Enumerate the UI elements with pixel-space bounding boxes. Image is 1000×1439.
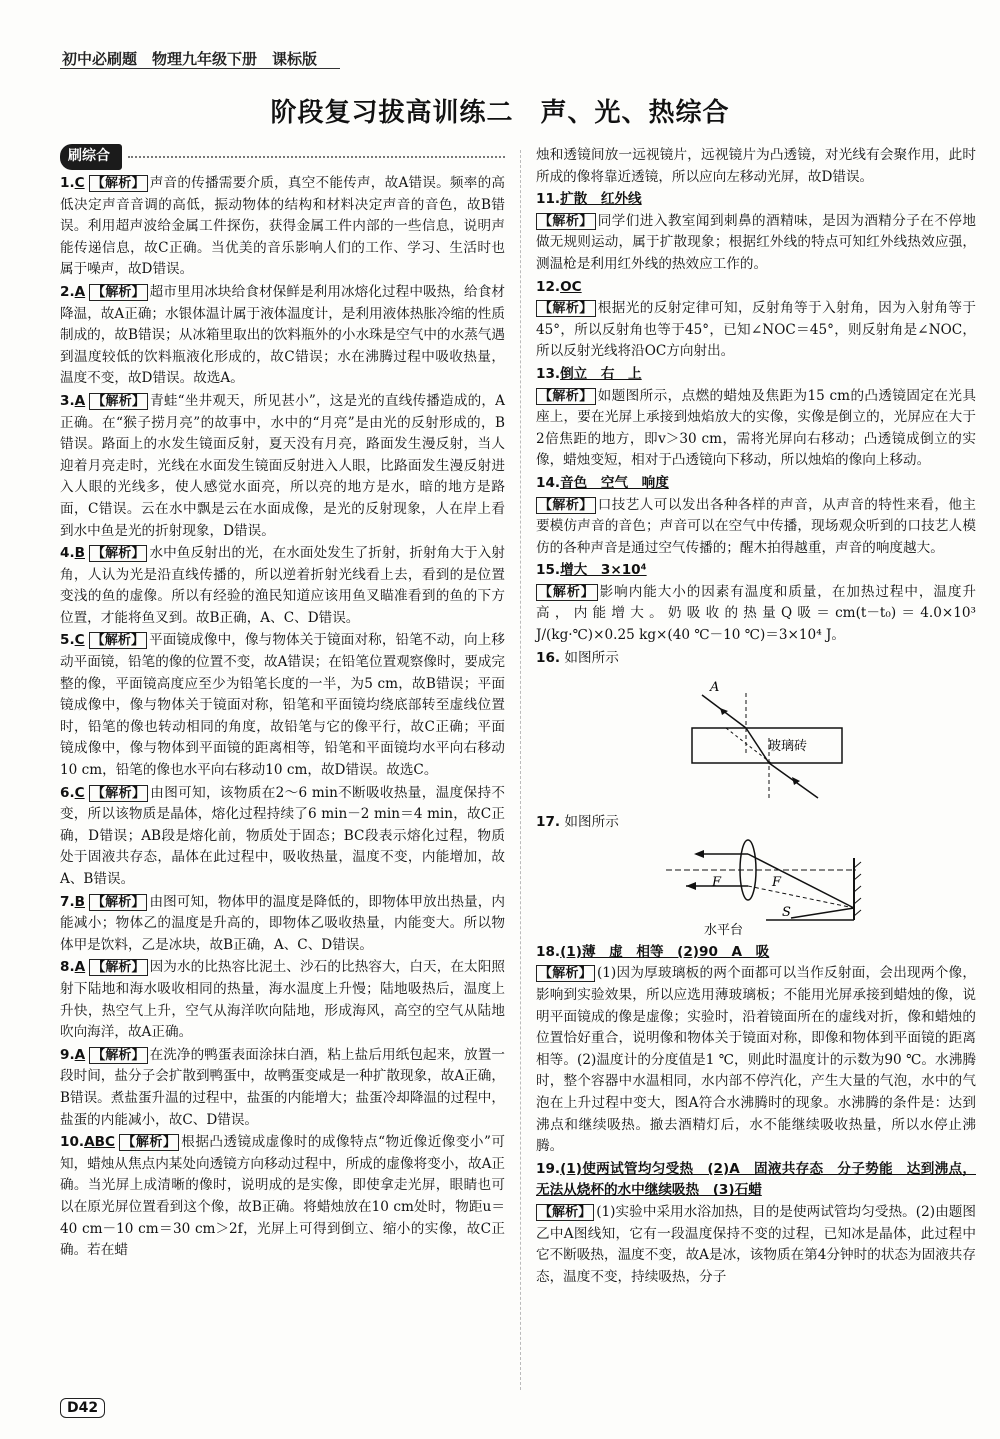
answer-choice: A [74,1046,86,1063]
analysis-tag: 【解析】 [536,497,596,514]
answer-number: 16. [536,649,561,666]
right-column [536,145,976,1289]
analysis-tag: 【解析】 [89,785,149,802]
analysis-text: 由图可知，该物质在2～6 min不断吸收热量，温度保持不变，所以该物质是晶体，熔化过程持续了6 min－2 min＝4 min，故C正确，D错误；AB段是熔化前，物质处于固态；BC段表示熔化过程，物质处于固液共存态，晶体在此过程中，吸收热量，温度不变，内能增加，故A、B错误。 [60,784,505,887]
answer-number: 1. [60,175,75,191]
answer-number: 18. [536,943,561,960]
analysis-tag: 【解析】 [536,388,596,405]
answer-number: 12. [536,278,561,295]
answer-choice: (1)薄 虚 相等 (2)90 A 吸 [560,943,770,960]
answer-text: 如图所示 [564,814,619,831]
answer-choice: A [74,392,86,409]
answer-number: 10. [60,1134,85,1151]
analysis-text: 根据光的反射定律可知，反射角等于入射角，因为入射角等于45°，所以反射角也等于45°，已知∠NOC＝45°，则反射角是∠NOC，所以反射光线将沿OC方向射出。 [536,300,976,360]
answer-number: 2. [60,283,75,300]
answer-item [60,892,505,957]
analysis-tag: 【解析】 [536,213,596,230]
analysis-tag: 【解析】 [89,632,148,649]
answer-choice: C [74,632,85,649]
column-divider [520,150,521,1390]
answer-choice: OC [560,278,582,295]
answer-choice: 扩散 红外线 [560,191,642,208]
label-f-right: F [772,874,782,890]
answer-choice: B [74,893,85,910]
answer-item [536,364,976,472]
answer-choice: A [74,959,86,976]
label-f-left: F [712,874,722,890]
answer-choice: 音色 空气 响度 [560,474,669,491]
analysis-text: 由图可知，物体甲的温度是降低的，即物体甲放出热量，内能减小；物体乙的温度是升高的，即物体乙吸收热量，内能变大。所以物体甲是饮料，乙是冰块，故B正确，A、C、D错误。 [60,893,505,953]
left-answer-list [60,173,505,1262]
analysis-text: 水中鱼反射出的光，在水面处发生了折射，折射角大于入射角，人认为光是沿直线传播的，所以逆着折射光线看上去，看到的是位置变浅的鱼的虚像。所以有经验的渔民知道应该用鱼叉瞄准看到的鱼的下方位置，才能将鱼叉到。故B正确，A、C、D错误。 [60,545,505,626]
answer-number: 13. [536,365,561,382]
answer-text: 如图所示 [564,649,619,666]
answer-number: 14. [536,474,561,491]
figure-glass-block [536,673,976,808]
analysis-text: (1)因为厚玻璃板的两个面都可以当作反射面，会出现两个像，影响到实验效果，所以应选用薄玻璃板；不能用光屏承接到蜡烛的像，说明平面镜成的像是虚像；实验时，沿着镜面所在的虚线对折，像和蜡烛的位置恰好重合，说明像和物体关于镜面对称，即像和物体到平面镜的距离相等。(2)温度计的分度值是1 ℃，则此时温度计的示数为90 ℃。水沸腾时，整个容器中水温相同，水内部不停汽化，产生大量的气泡，水中的气泡在上升过程中变大，图A符合水沸腾时的现象。水沸腾的条件是：达到沸点和继续吸热。撤去酒精灯后，水不能继续吸收热量，所以水停止沸腾。 [536,965,976,1155]
analysis-tag: 【解析】 [89,894,147,911]
answer-item [536,277,976,363]
analysis-text: 因为水的比热容比泥土、沙石的比热容大，白天，在太阳照射下陆地和海水吸收相同的热量，海水温度上升慢；陆地吸热后，温度上升快，热空气上升，空气从海洋吹向陆地，形成海风，高空的空气从陆地吹向海洋，故A正确。 [60,959,505,1041]
answer-number: 19. [536,1160,561,1177]
analysis-tag: 【解析】 [89,959,147,976]
answer-item [536,473,976,559]
answer-16 [536,648,976,809]
answer-item [536,189,976,275]
analysis-tag: 【解析】 [119,1134,179,1151]
section-dotted-rule [128,156,505,158]
answer-choice: C [74,784,85,801]
answer-choice: ABC [84,1134,115,1151]
analysis-text: 如题图所示，点燃的蜡烛及焦距为15 cm的凸透镜固定在光具座上，要在光屏上承接到烛焰放大的实像，实像是倒立的，光屏应在大于2倍焦距的地方，即v＞30 cm，需将光屏向右移动；凸透镜成倒立的实像，蜡烛变短，相对于凸透镜向下移动，所以烛焰的像向上移动。 [536,387,976,469]
answer-item [60,543,505,629]
answer-choice: A [74,283,86,300]
analysis-text: 根据凸透镜成虚像时的成像特点“物近像近像变小”可知，蜡烛从焦点内某处向透镜方向移动过程中，所成的虚像将变小，故A正确。当光屏上成清晰的像时，说明成的是实像，即使拿走光屏，眼睛也可以在原光屏位置看到这个像，故B正确。将蜡烛放在10 cm处时，物距u＝40 cm－10 cm＝30 cm＞2f，光屏上可得到倒立、缩小的实像，故C正确。若在蜡 [60,1134,505,1259]
label-table: 水平台 [704,922,744,938]
answer-choice: (1)使两试管均匀受热 (2)A 固液共存态 分子势能 达到沸点，无法从烧杯的水中继续吸热 (3)石蜡 [536,1160,976,1199]
answer-item [60,282,505,390]
answer-number: 7. [60,893,75,910]
answer-number: 6. [60,784,75,801]
analysis-text: 超市里用冰块给食材保鲜是利用冰熔化过程中吸热，给食材降温，故A正确；水银体温计属于液体温度计，是利用液体热胀冷缩的性质制成的，故B错误；从冰箱里取出的饮料瓶外的小水珠是空气中的水蒸气遇到温度较低的饮料瓶液化形成的，故C错误；水在沸腾过程中吸收热量，温度不变，故D错误。故选A。 [60,283,505,387]
analysis-tag: 【解析】 [536,1204,594,1221]
answer-item [536,560,976,646]
answer-number: 17. [536,814,561,831]
section-badge: 刷综合 [60,144,122,170]
analysis-text: 声音的传播需要介质，真空不能传声，故A错误。频率的高低决定声音音调的高低，振动物体的结构和材料决定声音的音色，故B错误。利用超声波给金属工件探伤，获得金属工件内部的一些信息，说明声能传递信息，故C正确。当优美的音乐影响人们的工作、学习、生活时也属于噪声，故D错误。 [60,175,505,278]
analysis-text: 口技艺人可以发出各种各样的声音，从声音的特性来看，他主要模仿声音的音色；声音可以在空气中传播，现场观众听到的口技艺人模仿的各种声音是通过空气传播的；醒木拍得越重，声音的响度越大。 [536,496,976,556]
analysis-text: 平面镜成像中，像与物体关于镜面对称，铅笔不动，向上移动平面镜，铅笔的像的位置不变，故A错误；在铅笔位置观察像时，要成完整的像，平面镜高度应至少为铅笔长度的一半，为5 cm，故B错误；平面镜成像中，像与物体关于镜面对称，铅笔和平面镜均绕底部转至虚线位置时，铅笔的像也转动相同的角度，故铅笔与它的像平行，故C正确；平面镜成像中，像与物体到平面镜的距离相等，铅笔和平面镜均水平向右移动10 cm，铅笔的像也水平向右移动10 cm，故D错误。故选C。 [60,632,505,779]
analysis-tag: 【解析】 [89,175,148,192]
analysis-tag: 【解析】 [89,1047,147,1064]
answer-item [536,1159,976,1289]
right-answer-list-2 [536,942,976,1289]
analysis-text: 同学们进入教室闻到刺鼻的酒精味，是因为酒精分子在不停地做无规则运动，属于扩散现象；根据红外线的特点可知红外线热效应强，测温枪是利用红外线的热效应工作的。 [536,212,976,272]
page-title: 阶段复习拔高训练二 声、光、热综合 [270,98,730,128]
analysis-text: (1)实验中采用水浴加热，目的是使两试管均匀受热。(2)由题图乙中A图线知，它有一段温度保持不变的过程，已知冰是晶体，此过程中它不断吸热，温度不变，故A是冰，该物质在第4分钟时的状态为固液共存态，温度不变，持续吸热，分子 [536,1203,976,1285]
answer-number: 11. [536,191,561,208]
analysis-tag: 【解析】 [536,584,598,601]
answer-number: 9. [60,1046,75,1063]
analysis-tag: 【解析】 [89,393,148,410]
label-glass: 玻璃砖 [768,739,808,755]
running-header: 初中必刷题 物理九年级下册 课标版 [62,50,318,68]
page-number: D42 [60,1398,105,1418]
header-rule [60,68,340,69]
analysis-text: 在洗净的鸭蛋表面涂抹白酒，粘上盐后用纸包起来，放置一段时间，盐分子会扩散到鸭蛋中，故鸭蛋变咸是一种扩散现象，故A正确，B错误。煮盐蛋升温的过程中，盐蛋的内能增大；盐蛋冷却降温的过程中，盐蛋的内能减小，故C、D错误。 [60,1046,505,1128]
answer-choice: C [74,175,85,191]
answer-17 [536,812,976,938]
answer-item [60,957,505,1043]
section-header [60,145,505,169]
analysis-tag: 【解析】 [536,965,595,982]
answer-item [60,1045,505,1131]
analysis-text: 青蛙“坐井观天，所见甚小”，这是光的直线传播造成的，A正确。在“猴子捞月亮”的故事中，水中的“月亮”是由光的反射形成的，B错误。路面上的水发生镜面反射，夏天没有月亮，路面发生漫反射，当人迎着月亮走时，光线在水面发生镜面反射进入人眼，比路面发生漫反射进入人眼的光线多，使人感觉水面亮，所以亮的地方是水，暗的地方是路面，C错误。云在水中飘是云在水面成像，是光的反射现象，人在岸上看到水中鱼是光的折射现象，D错误。 [60,392,505,539]
analysis-tag: 【解析】 [89,545,147,562]
answer-choice: 增大 3×10⁴ [560,562,647,579]
answer-number: 4. [60,545,75,562]
label-a: A [710,680,720,696]
left-column [60,145,505,1263]
answer-number: 5. [60,632,75,649]
analysis-text: 影响内能大小的因素有温度和质量，在加热过程中，温度升高，内能增大。奶吸收的热量Q吸＝cm(t－t₀)＝4.0×10³ J/(kg·℃)×0.25 kg×(40 ℃－10 ℃)＝3×10⁴ J。 [536,583,976,644]
label-s: S [782,904,791,920]
analysis-tag: 【解析】 [89,284,147,301]
answer-item [60,783,505,891]
answer-item [60,630,505,781]
figure-lens [536,838,976,938]
analysis-tag: 【解析】 [536,300,596,317]
answer-choice: 倒立 右 上 [560,365,642,382]
answer-number: 3. [60,392,75,409]
answer-item [60,1132,505,1262]
answer-item [60,173,505,281]
answer-number: 15. [536,562,561,579]
answer-item [60,391,505,542]
answer-item [536,942,976,1158]
answer-number: 8. [60,959,75,976]
right-answer-list [536,189,976,646]
answer-choice: B [74,545,85,562]
continued-text: 烛和透镜间放一远视镜片，远视镜片为凸透镜，对光线有会聚作用，此时所成的像将靠近透镜，所以应向左移动光屏，故D错误。 [536,147,976,185]
